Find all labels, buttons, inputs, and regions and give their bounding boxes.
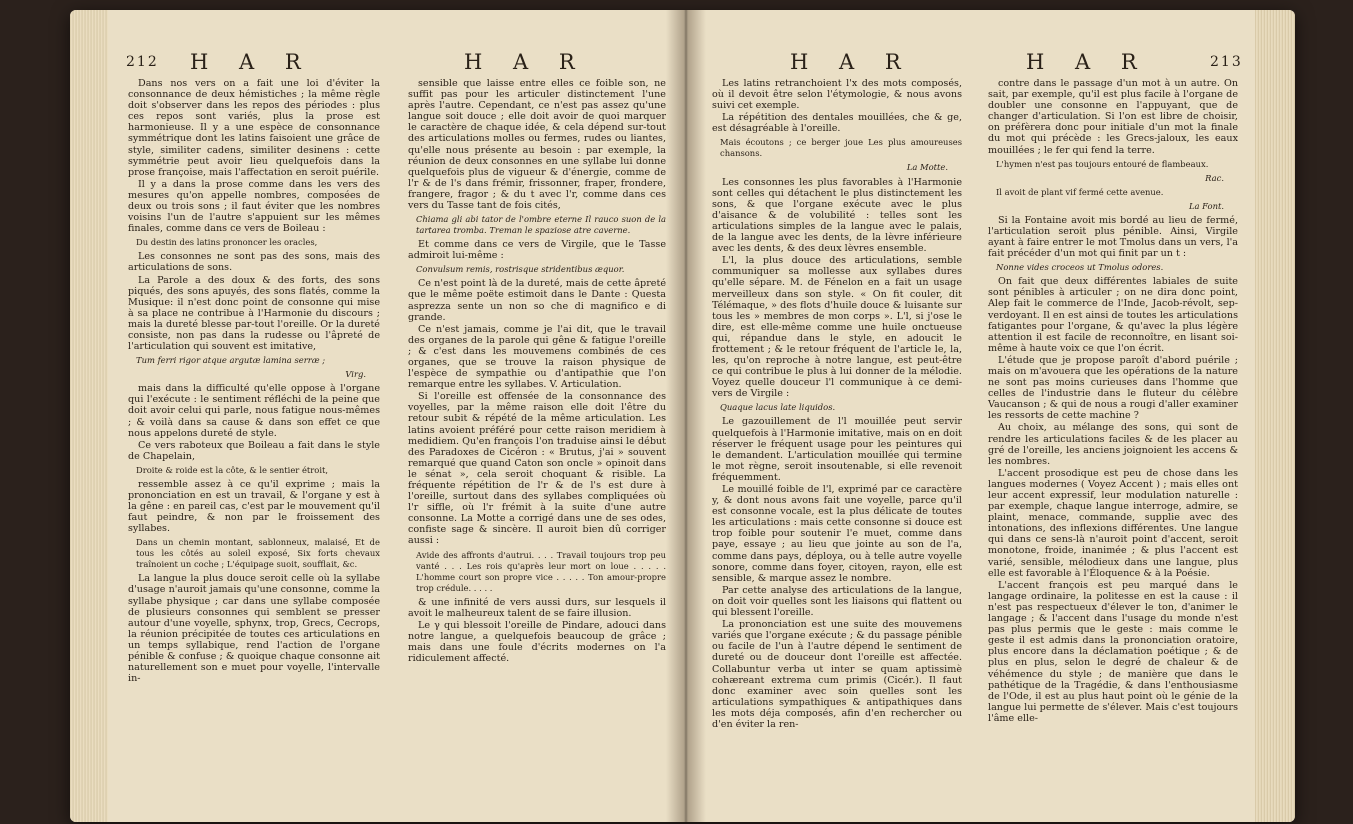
paragraph: La Parole a des doux & des forts, des sons piqués, des sons apuyés, des sons flatés, comme la Musique: il n'est donc point de consonne qui mise à sa place ne contribue à l'Harmonie du discours ; mais la dureté blesse par-tout l'oreille. Or la dureté consiste, non pas dans la rudesse ou l'âpreté de l'articulation qui souvent est imitative, [128, 274, 380, 353]
paragraph: Si l'oreille est offensée de la consonnance des voyelles, par la même raison elle doit l'être du retour subit & répété de la même articulation. Les latins avoient préféré pour cette raison meridiem à medidiem. Qu'en françois l'on traduise ainsi le début des Paradoxes de Cicéron : « Brutus, j'ai » souvent remarqué que quand Caton son oncle » opinoit dans le sénat », cela seroit choquant & risible. La fréquente répétition de l'r & de l's est dure à l'oreille, surtout dans des syllabes compliquées où l'r siffle, où l'r frémit à la suite d'une autre consonne. La Motte a corrigé dans une de ses odes, confiste sage & sincère. Il auroit bien dû corriger aussi : [408, 391, 666, 547]
paragraph: Le mouillé foible de l'l, exprimé par ce caractère y, & dont nous avons fait une voyelle, parce qu'il est consonne vocale, est la plus délicate de toutes les articulations : mais cette consonne si douce est trop foible pour soutenir l'e muet, comme dans paye, essaye ; au lieu que jointe au son de l'a, comme dans pays, déploya, ou à telle autre voyelle sonore, comme dans foyer, citoyen, rayon, elle est sensible, & marque assez le nombre. [712, 484, 962, 584]
paragraph: L'étude que je propose paroît d'abord puérile ; mais on m'avouera que les opérations de la nature ne sont pas moins curieuses dans l'homme que celles de l'industrie dans le fluteur du célèbre Vaucanson ; & qui de nous a rougi d'aller examiner les ressorts de cette machine ? [988, 354, 1238, 422]
text-column-left [712, 78, 962, 731]
paragraph: Le γ qui blessoit l'oreille de Pindare, adouci dans notre langue, a quelquefois beaucoup de grâce ; mais dans une foule d'écrits modernes on l'a ridiculement affecté. [408, 619, 666, 665]
page-number: 213 [1210, 54, 1243, 70]
paragraph: Si la Fontaine avoit mis bordé au lieu de fermé, l'articulation seroit plus pénible. Ainsi, Virgile ayant à faire entrer le mot Tmolus dans un vers, l'a fait précéder d'un mot qui finit par un t : [988, 214, 1238, 260]
running-head: H A R [1026, 50, 1149, 74]
paragraph: Et comme dans ce vers de Virgile, que le Tasse admiroit lui-même : [408, 239, 666, 262]
paragraph: Les consonnes ne sont pas des sons, mais des articulations de sons. [128, 251, 380, 274]
paragraph: Rac. [1205, 172, 1224, 183]
text-column-left [128, 78, 380, 685]
paragraph: L'l, la plus douce des articulations, semble communiquer sa mollesse aux syllabes dures qu'elle sépare. M. de Fénelon en a fait un usage merveilleux dans son style. « On fit couler, dit Télémaque, » des flots d'huile douce & luisante sur tous les » membres de mon corps ». L'l, si j'ose le dire, est elle-même comme une huile onctueuse qui, répandue dans le style, en adoucit le frottement ; & le retour fréquent de l'article le, la, les, qu'on reproche à notre langue, est peut-être ce qui contribue le plus à lui donner de la mélodie. Voyez quelle douceur l'l communique à ce demi-vers de Virgile : [712, 255, 962, 400]
paragraph: Les consonnes les plus favorables à l'Harmonie sont celles qui détachent le plus distinctement les sons, & que l'organe exécute avec le plus d'aisance & de volubilité : telles sont les articulations simples de la langue avec le palais, de la langue avec les dents, de la lèvre inférieure avec les dents, & des deux lèvres ensemble. [712, 176, 962, 255]
text-column-right [408, 78, 666, 665]
paragraph: Il y a dans la prose comme dans les vers des mesures qu'on appelle nombres, composées de deux ou trois sons ; il faut éviter que les nombres voisins l'un de l'autre s'appuient sur les mêmes finales, comme dans ce vers de Boileau : [128, 178, 380, 235]
paragraph: L'hymen n'est pas toujours entouré de flambeaux. [996, 158, 1209, 169]
paragraph: Par cette analyse des articulations de la langue, on doit voir quelles sont les liaisons qui flattent ou qui blessent l'oreille. [712, 584, 962, 619]
open-book [70, 10, 1295, 822]
paragraph: Du destin des latins prononcer les oracles, [136, 237, 318, 248]
paragraph: Dans un chemin montant, sablonneux, malaisé, Et de tous les côtés au soleil exposé, Six forts chevaux traînoient un coche ; L'équipage suoit, soufflait, &c. [136, 537, 380, 570]
left-page [108, 10, 684, 822]
running-head: H A R [790, 50, 913, 74]
paragraph: La langue la plus douce seroit celle où la syllabe d'usage n'auroit jamais qu'une consonne, comme la syllabe physique ; car dans une syllabe composée de plusieurs consonnes qui semblent se presser autour d'une voyelle, sphynx, trop, Grecs, Cecrops, la réunion précipitée de toutes ces articulations en un temps syllabique, rend l'action de l'organe pénible & confuse ; & quoique chaque consonne ait naturellement son e muet pour voyelle, l'intervalle in- [128, 573, 380, 685]
left-page-header [108, 50, 684, 76]
paragraph: Quaque lacus late liquidos. [720, 402, 836, 413]
page-edges-left [70, 10, 108, 822]
running-head: H A R [190, 50, 313, 74]
paragraph: Convulsum remis, rostrisque stridentibus æquor. [416, 264, 625, 275]
paragraph: La répétition des dentales mouillées, che & ge, est désagréable à l'oreille. [712, 112, 962, 135]
paragraph: & une infinité de vers aussi durs, sur lesquels il avoit le malheureux talent de se faire illusion. [408, 596, 666, 619]
page-edges-right [1255, 10, 1295, 822]
paragraph: contre dans le passage d'un mot à un autre. On sait, par exemple, qu'il est plus facile à l'organe de doubler une consonne en l'appuyant, que de changer d'articulation. Si l'on est libre de choisir, on préfèrera donc pour initiale d'un mot la finale du mot qui précède : les Grecs-jaloux, les eaux mouillées ; le fer qui fend la terre. [988, 78, 1238, 156]
paragraph: Nonne vides croceos ut Tmolus odores. [996, 262, 1164, 273]
paragraph: Ce n'est jamais, comme je l'ai dit, que le travail des organes de la parole qui gêne & fatigue l'oreille ; & c'est dans les mouvemens combinés de ces organes, que se trouve la raison physique de l'espèce de sympathie ou d'antipathie que l'on remarque entre les syllabes. V. Articulation. [408, 323, 666, 391]
paragraph: Tum ferri rigor atque argutæ lamina serræ ; [136, 355, 326, 366]
paragraph: On fait que deux différentes labiales de suite sont pénibles à articuler ; on ne dira donc point, Alep fait le commerce de l'Inde, Jacob-révolt, sep-verdoyant. Il en est ainsi de toutes les articulations fatigantes pour l'organe, & qu'avec la plus légère attention il est facile de reconnoître, en lisant soi-même à haute voix ce que l'on écrit. [988, 276, 1238, 354]
paragraph: Chiama gli abi tator de l'ombre eterne Il rauco suon de la tartarea tromba. Treman le spaziose atre caverne. [416, 214, 666, 236]
paragraph: Le gazouillement de l'l mouillée peut servir quelquefois à l'Harmonie imitative, mais on en doit réserver le fréquent usage pour les peintures qui le demandent. L'articulation mouillée qui termine le mot règne, seroit insoutenable, si elle revenoit fréquemment. [712, 416, 962, 483]
paragraph: Dans nos vers on a fait une loi d'éviter la consonnance de deux hémistiches ; la même règle doit s'observer dans les repos des périodes : plus ces repos sont variés, plus la prose est harmonieuse. Il y a une espèce de consonnance symmétrique dont les latins faisoient une grâce de style, similiter cadens, similiter desinens : cette symmétrie peut avoir lieu quelquefois dans la prose françoise, mais l'affectation en seroit puérile. [128, 78, 380, 178]
paragraph: Avide des affronts d'autrui. . . . Travail toujours trop peu vanté . . . Les rois qu'après leur mort on loue . . . . . L'homme court son propre vice . . . . . Ton amour-propre trop crédule. . . . . [416, 549, 666, 593]
paragraph: Ce vers raboteux que Boileau a fait dans le style de Chapelain, [128, 439, 380, 462]
paragraph: L'accent françois est peu marqué dans le langage ordinaire, la politesse en est la cause : il n'est pas respectueux d'élever le ton, d'animer le langage ; & l'accent dans l'usage du monde n'est pas plus permis que le geste : mais comme le geste il est admis dans la prononciation oratoire, plus encore dans la déclamation poétique ; & de plus en plus, selon le degré de chaleur & de véhémence du style ; de manière que dans le pathétique de la Tragédie, & dans l'enthousiasme de l'Ode, il est au plus haut point où le génie de la langue lui permette de s'élever. Mais c'est toujours l'âme elle- [988, 579, 1238, 724]
page-number: 212 [126, 54, 159, 70]
paragraph: La Font. [1188, 200, 1224, 211]
right-page [690, 10, 1255, 822]
paragraph: Les latins retranchoient l'x des mots composés, où il devoit être selon l'étymologie, & nous avons suivi cet exemple. [712, 78, 962, 112]
text-column-right [988, 78, 1238, 725]
running-head: H A R [464, 50, 587, 74]
paragraph: Droite & roide est la côte, & le sentier étroit, [136, 464, 329, 475]
paragraph: La Motte. [906, 162, 948, 173]
paragraph: Ce n'est point là de la dureté, mais de cette âpreté que le même poëte estimoit dans le Dante : Questa asprezza sente un non so che di magnifico e di grande. [408, 278, 666, 323]
paragraph: Au choix, au mélange des sons, qui sont de rendre les articulations faciles & de les placer au gré de l'oreille, les anciens joignoient les accens & les nombres. [988, 422, 1238, 467]
paragraph: Virg. [345, 369, 366, 380]
paragraph: Il avoit de plant vif fermé cette avenue. [996, 186, 1164, 197]
paragraph: Mais écoutons ; ce berger joue Les plus amoureuses chansons. [720, 137, 962, 159]
paragraph: L'accent prosodique est peu de chose dans les langues modernes ( Voyez Accent ) ; mais elles ont leur accent expressif, leur modulation naturelle : par exemple, chaque langue interroge, admire, se plaint, menace, commande, supplie avec des intonations, des inflexions différentes. Une langue qui dans ce sens-là n'auroit point d'accent, seroit monotone, froide, inanimée ; & plus l'accent est varié, sensible, mélodieux dans une langue, plus elle est favorable à l'Éloquence & à la Poésie. [988, 467, 1238, 579]
right-page-header [690, 50, 1255, 76]
paragraph: mais dans la difficulté qu'elle oppose à l'organe qui l'exécute : le sentiment réfléchi de la peine que doit avoir celui qui parle, nous fatigue nous-mêmes ; & voilà dans sa cause & dans son effet ce que nous appelons dureté de style. [128, 383, 380, 439]
paragraph: ressemble assez à ce qu'il exprime ; mais la prononciation en est un travail, & l'organe y est à la gêne : en pareil cas, c'est par le mouvement qu'il faut peindre, & non par le froissement des syllabes. [128, 478, 380, 535]
paragraph: La prononciation est une suite des mouvemens variés que l'organe exécute ; & du passage pénible ou facile de l'un à l'autre dépend le sentiment de dureté ou de douceur dont l'oreille est affectée. Collabuntur verba ut inter se quam aptissimè cohæreant extrema cum primis (Cicér.). Il faut donc examiner avec soin quelles sont les articulations sympathiques & antipathiques dans les mots déja composés, afin d'en rechercher ou d'en éviter la ren- [712, 619, 962, 730]
paragraph: sensible que laisse entre elles ce foible son, ne suffit pas pour les articuler distinctement l'une après l'autre. Cependant, ce n'est pas assez qu'une langue soit douce ; elle doit avoir de quoi marquer le caractère de chaque idée, & cela dépend sur-tout des articulations molles ou fermes, rudes ou liantes, qu'elle nous présente au besoin : par exemple, la réunion de deux consonnes en une syllabe lui donne quelquefois plus de vigueur & d'énergie, comme de l'r & de l's dans frémir, frissonner, fraper, frondere, frangere, fragor ; & du t avec l'r, comme dans ces vers du Tasse tant de fois cités, [408, 78, 666, 212]
